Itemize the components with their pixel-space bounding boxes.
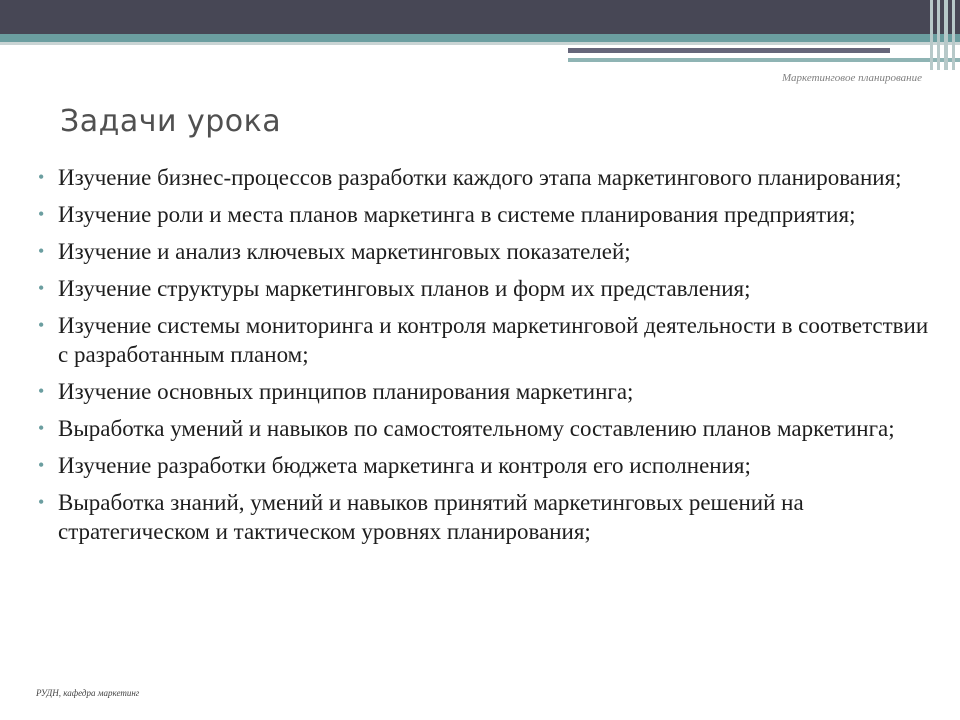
list-item <box>38 377 938 406</box>
accent-line-dark <box>568 48 890 53</box>
bullet-list <box>38 163 938 554</box>
list-item <box>38 237 938 266</box>
bullet-text: Изучение структуры маркетинговых планов и форм их представления; <box>58 276 751 301</box>
bullet-icon: • <box>38 241 45 261</box>
bullet-icon: • <box>38 381 45 401</box>
top-dark-band <box>0 0 960 34</box>
list-item <box>38 488 938 546</box>
bullet-icon: • <box>38 167 45 187</box>
bullet-icon: • <box>38 278 45 298</box>
list-item <box>38 163 938 192</box>
bullet-icon: • <box>38 492 45 512</box>
header-subject: Маркетинговое планирование <box>782 72 922 84</box>
bullet-icon: • <box>38 455 45 475</box>
list-item <box>38 311 938 369</box>
bullet-text: Изучение роли и места планов маркетинга в системе планирования предприятия; <box>58 202 856 227</box>
bullet-text: Изучение разработки бюджета маркетинга и контроля его исполнения; <box>58 453 751 478</box>
corner-stripes <box>928 0 960 70</box>
list-item <box>38 451 938 480</box>
bullet-icon: • <box>38 315 45 335</box>
bullet-icon: • <box>38 418 45 438</box>
bullet-text: Выработка знаний, умений и навыков принятий маркетинговых решений на стратегическом и тактическом уровнях планирования; <box>58 490 804 544</box>
top-thin-band <box>0 42 960 45</box>
top-teal-band <box>0 34 960 42</box>
list-item <box>38 414 938 443</box>
bullet-text: Изучение системы мониторинга и контроля маркетинговой деятельности в соответствии с разработанным планом; <box>58 313 929 367</box>
slide-title: Задачи урока <box>60 104 282 139</box>
bullet-text: Выработка умений и навыков по самостоятельному составлению планов маркетинга; <box>58 416 895 441</box>
accent-line-teal <box>568 58 960 62</box>
bullet-text: Изучение основных принципов планирования маркетинга; <box>58 379 634 404</box>
list-item <box>38 274 938 303</box>
bullet-text: Изучение бизнес-процессов разработки каждого этапа маркетингового планирования; <box>58 165 902 190</box>
list-item <box>38 200 938 229</box>
bullet-icon: • <box>38 204 45 224</box>
footer-text: РУДН, кафедра маркетинг <box>36 688 140 698</box>
bullet-text: Изучение и анализ ключевых маркетинговых показателей; <box>58 239 631 264</box>
